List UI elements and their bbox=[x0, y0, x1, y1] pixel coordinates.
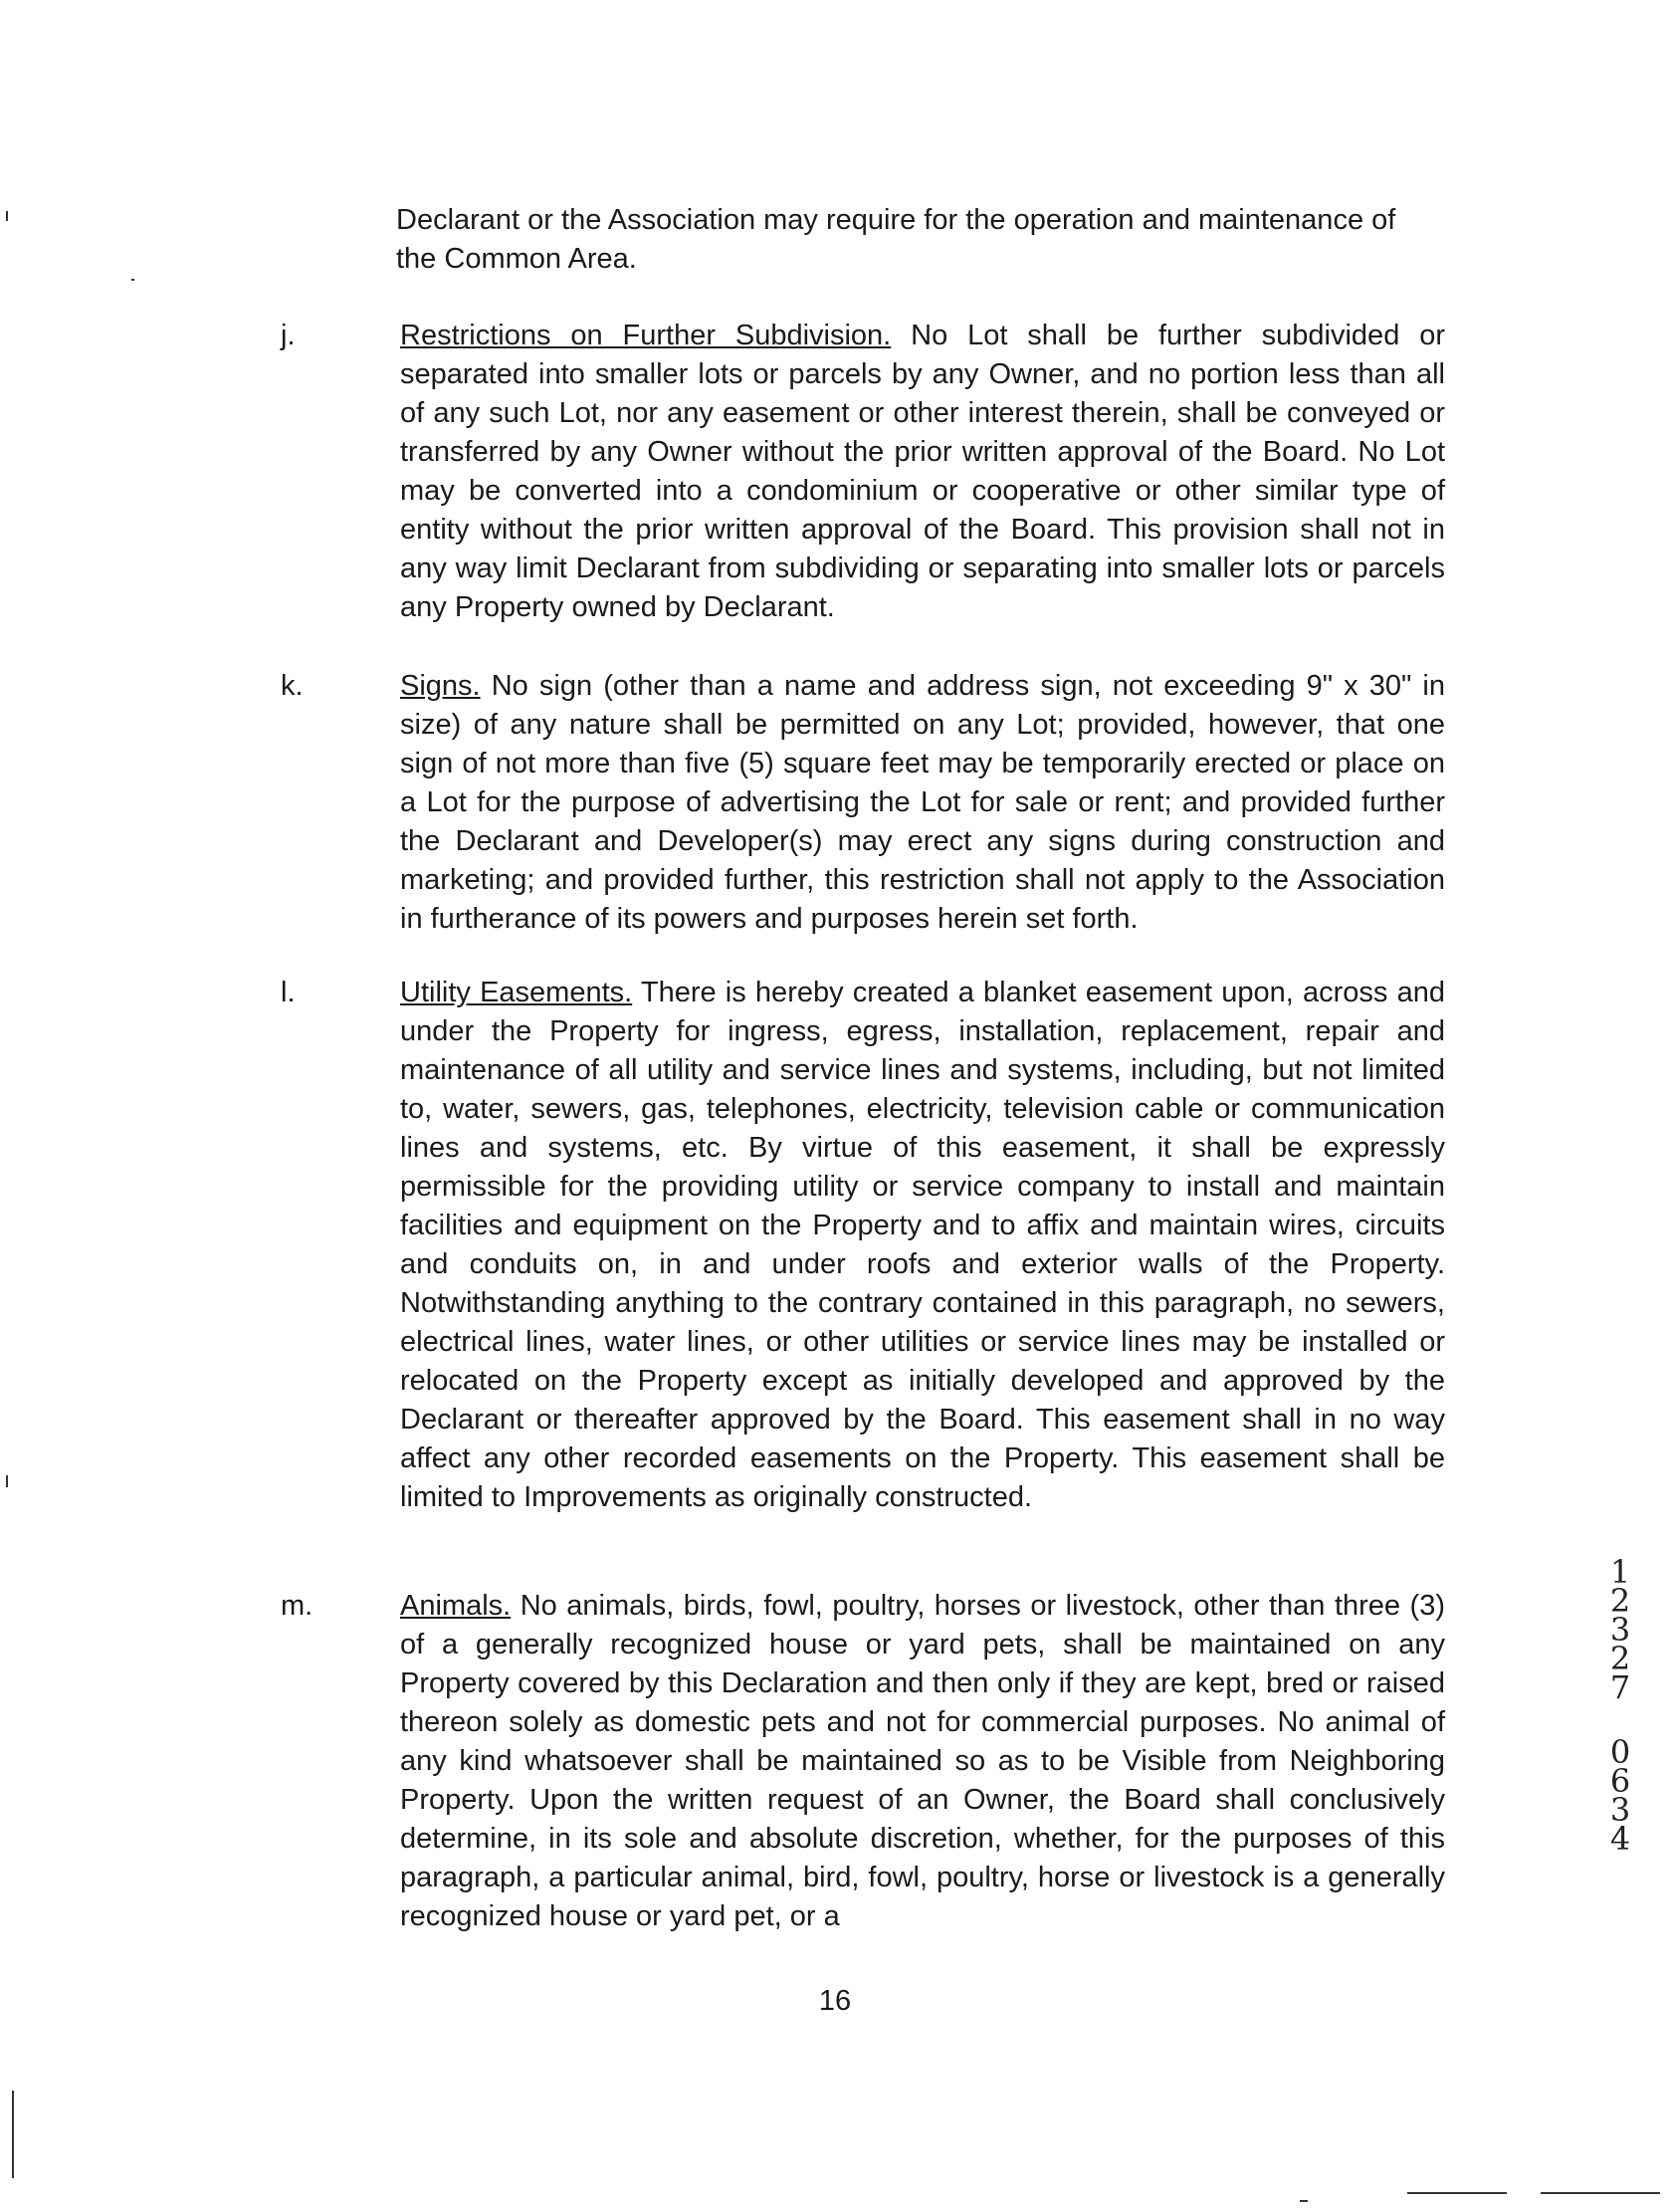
section-heading: Animals. bbox=[400, 1590, 512, 1622]
section-m bbox=[281, 1587, 1495, 1945]
stamp-digit: 3 bbox=[1609, 1611, 1631, 1649]
section-body bbox=[400, 1587, 1445, 1936]
section-marker: k. bbox=[281, 670, 304, 702]
section-j bbox=[281, 317, 1495, 635]
section-text: No sign (other than a name and address sign, not exceeding 9" x 30" in size) of any nature shall be permitted on any Lot; provided, however, that one sign of not more than five (5) square feet may be temporarily erected or place on a Lot for the purpose of advertising the Lot for sale or rent; and provided further the Declarant and Developer(s) may erect any signs during construction and marketing; and provided further, this restriction shall not apply to the Association in furtherance of its powers and purposes herein set forth. bbox=[400, 670, 1445, 935]
section-body bbox=[400, 667, 1445, 939]
scan-speck bbox=[6, 211, 8, 221]
stamp-digit: 7 bbox=[1609, 1668, 1631, 1706]
stamp-digit: 1 bbox=[1609, 1553, 1631, 1591]
scan-edge-mark bbox=[12, 2091, 14, 2178]
scan-edge-mark bbox=[1407, 2192, 1507, 2194]
scan-speck bbox=[1300, 2200, 1308, 2202]
stamp-digit: 3 bbox=[1609, 1791, 1631, 1829]
intro-paragraph: Declarant or the Association may require for the operation and maintenance of the Common Area. bbox=[396, 204, 1396, 275]
section-body bbox=[400, 317, 1445, 627]
section-k bbox=[281, 667, 1495, 966]
page-number: 16 bbox=[818, 1985, 852, 2017]
section-text: There is hereby created a blanket easement upon, across and under the Property for ingress, egress, installation, replacement, repair and maintenance of all utility and service lines and systems, including, but not limited to, water, sewers, gas, telephones, electricity, television cable or communication lines and systems, etc. By virtue of this easement, it shall be expressly permissible for the providing utility or service company to install and maintain facilities and equipment on the Property and to affix and maintain wires, circuits and conduits on, in and under roofs and exterior walls of the Property. Notwithstanding anything to the contrary contained in this paragraph, no sewers, electrical lines, water lines, or other utilities or service lines may be installed or relocated on the Property except as initially developed and approved by the Declarant or thereafter approved by the Board. This easement shall in no way affect any other recorded easements on the Property. This easement shall be limited to Improvements as originally constructed. bbox=[400, 977, 1445, 1513]
section-heading: Utility Easements. bbox=[400, 977, 633, 1008]
section-heading: Signs. bbox=[400, 670, 481, 702]
recording-stamp bbox=[1600, 1553, 1640, 1858]
section-body bbox=[400, 974, 1445, 1517]
section-l bbox=[281, 974, 1495, 1541]
section-marker: l. bbox=[281, 977, 296, 1008]
section-marker: j. bbox=[281, 320, 296, 351]
stamp-digit: 2 bbox=[1609, 1640, 1631, 1677]
scan-edge-mark bbox=[1541, 2192, 1660, 2194]
scan-speck bbox=[6, 1475, 8, 1487]
section-text: No Lot shall be further subdivided or separated into smaller lots or parcels by any Owner, and no portion less than all of any such Lot, nor any easement or other interest therein, shall be conveyed or transferred by any Owner without the prior written approval of the Board. No Lot may be converted into a condominium or cooperative or other similar type of entity without the prior written approval of the Board. This provision shall not in any way limit Declarant from subdividing or separating into smaller lots or parcels any Property owned by Declarant. bbox=[400, 320, 1445, 623]
section-marker: m. bbox=[281, 1590, 313, 1622]
stamp-digit: 2 bbox=[1609, 1582, 1631, 1620]
stamp-digit: 4 bbox=[1609, 1820, 1631, 1858]
scan-speck bbox=[131, 279, 134, 281]
section-heading: Restrictions on Further Subdivision. bbox=[400, 320, 892, 351]
section-text: No animals, birds, fowl, poultry, horses or livestock, other than three (3) of a generally recognized house or yard pets, shall be maintained on any Property covered by this Declaration and then only if they are kept, bred or raised thereon solely as domestic pets and not for commercial purposes. No animal of any kind whatsoever shall be maintained so as to be Visible from Neighboring Property. Upon the written request of an Owner, the Board shall conclusively determine, in its sole and absolute discretion, whether, for the purposes of this paragraph, a particular animal, bird, fowl, poultry, horse or livestock is a generally recognized house or yard pet, or a bbox=[400, 1590, 1445, 1932]
stamp-digit: 6 bbox=[1609, 1762, 1631, 1800]
stamp-digit: 0 bbox=[1609, 1733, 1631, 1771]
